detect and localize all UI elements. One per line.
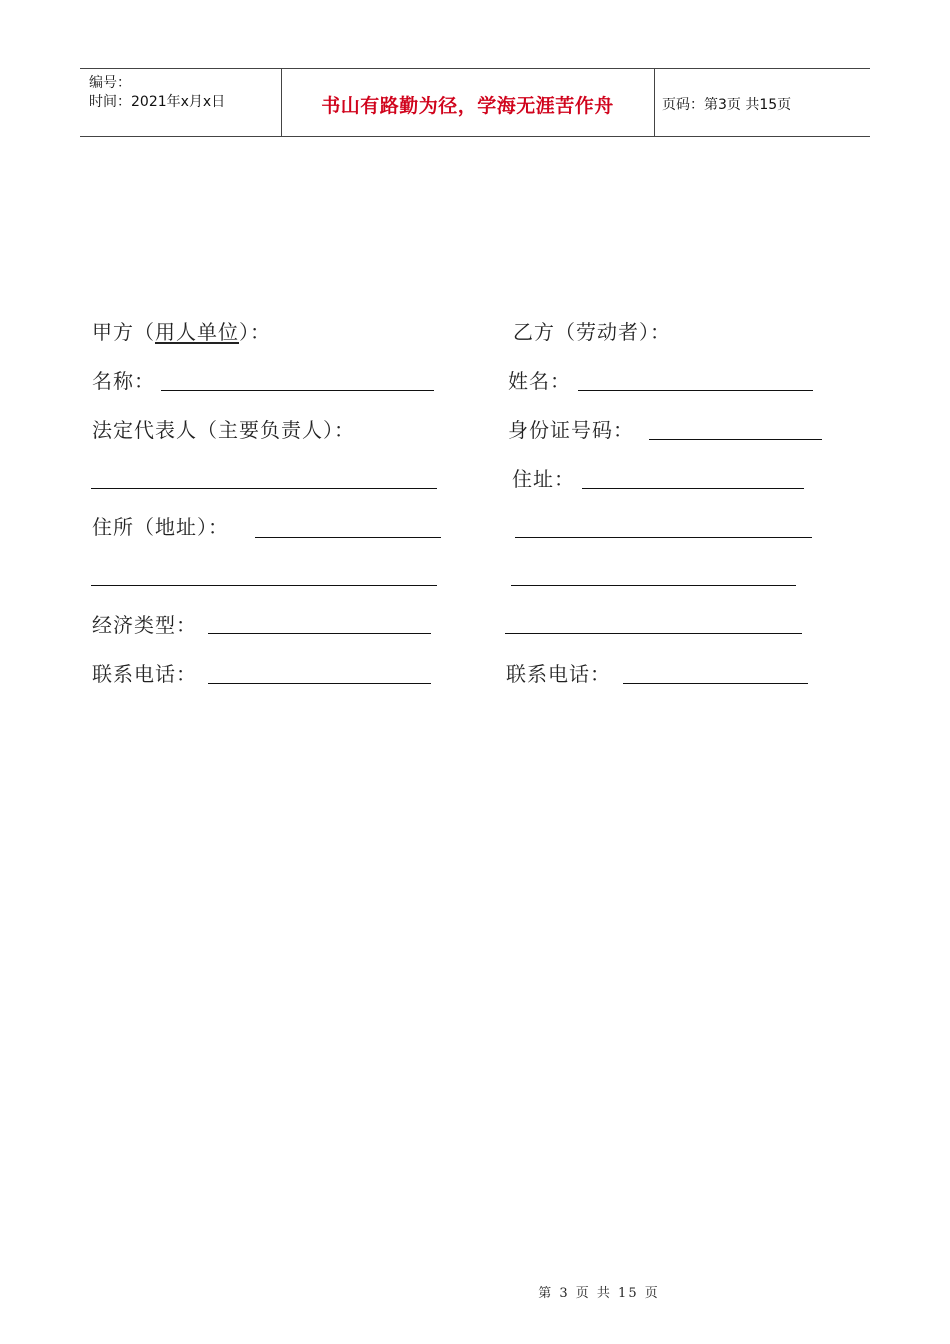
- page-code: 页码：第3页 共15页: [662, 97, 792, 113]
- party-b-name-field[interactable]: [578, 390, 813, 391]
- party-a-title-suffix: ）：: [239, 320, 271, 344]
- party-a-name-label: 名称：: [92, 369, 155, 393]
- party-a-title: [92, 320, 271, 344]
- header-page-cell: [654, 69, 870, 136]
- party-b-address-field-line3[interactable]: [511, 585, 796, 586]
- party-a-title-unit: 用人单位: [155, 320, 239, 344]
- page-footer: [0, 1282, 950, 1301]
- serial-label: 编号：: [89, 75, 131, 91]
- party-b-address-field-line4[interactable]: [505, 633, 802, 634]
- party-a-address-field-line2[interactable]: [91, 585, 437, 586]
- party-b-name-label: 姓名：: [508, 369, 571, 393]
- party-a-legal-rep-field[interactable]: [91, 488, 437, 489]
- party-b-id-field[interactable]: [649, 439, 822, 440]
- party-b-id-label: 身份证号码：: [508, 418, 634, 442]
- page-header: [80, 68, 870, 137]
- party-b-address-field-line2[interactable]: [515, 537, 812, 538]
- party-a-phone-field[interactable]: [208, 683, 431, 684]
- footer-page-number: 第 3 页 共 15 页: [538, 1286, 660, 1301]
- party-b-phone-label: 联系电话：: [506, 662, 611, 686]
- party-b-address-label: 住址：: [512, 467, 575, 491]
- party-a-econ-type-field[interactable]: [208, 633, 431, 634]
- party-a-name-field[interactable]: [161, 390, 434, 391]
- header-meta-cell: [80, 69, 282, 136]
- party-a-address-label: 住所（地址）：: [92, 515, 229, 539]
- party-a-legal-rep-label: 法定代表人（主要负责人）：: [92, 418, 355, 442]
- date-label: 时间：2021年x月x日: [89, 94, 226, 110]
- party-b-address-field[interactable]: [582, 488, 804, 489]
- party-b-title: 乙方（劳动者）：: [513, 320, 671, 344]
- party-a-address-field[interactable]: [255, 537, 441, 538]
- party-b-phone-field[interactable]: [623, 683, 808, 684]
- party-a-phone-label: 联系电话：: [92, 662, 197, 686]
- party-a-title-prefix: 甲方（: [92, 320, 155, 344]
- motto-text: 书山有路勤为径，学海无涯苦作舟: [321, 95, 614, 117]
- party-a-econ-type-label: 经济类型：: [92, 613, 197, 637]
- header-motto-cell: [281, 69, 655, 136]
